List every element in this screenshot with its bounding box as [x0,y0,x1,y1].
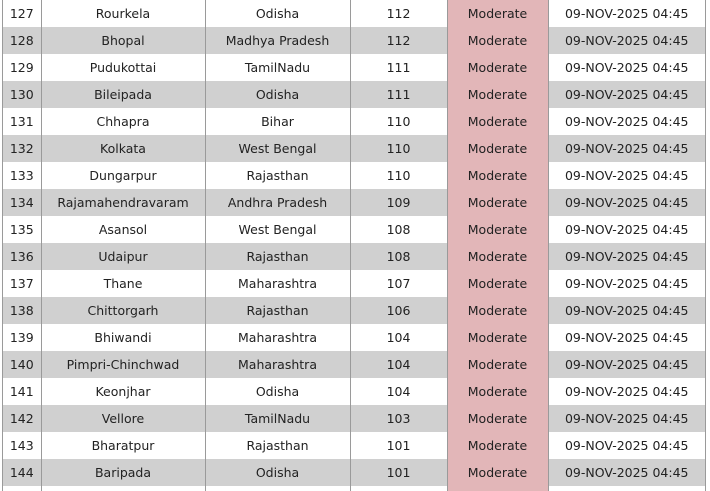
table-row [3,108,705,135]
city-cell [41,486,205,491]
city-cell: Keonjhar [41,378,205,405]
table-row [3,54,705,81]
state-cell: Odisha [205,378,350,405]
aqi-cell: 107 [350,270,447,297]
status-cell: Moderate [447,216,548,243]
serial-cell: 134 [3,189,41,216]
status-cell: Moderate [447,432,548,459]
state-cell: Rajasthan [205,432,350,459]
updated-cell: 09-NOV-2025 04:45 [548,324,705,351]
status-cell: Moderate [447,297,548,324]
updated-cell: 09-NOV-2025 04:45 [548,216,705,243]
serial-cell: 139 [3,324,41,351]
updated-cell: 09-NOV-2025 04:45 [548,81,705,108]
updated-cell: 09-NOV-2025 04:45 [548,0,705,27]
state-cell: Rajasthan [205,297,350,324]
state-cell: Andhra Pradesh [205,189,350,216]
serial-cell: 143 [3,432,41,459]
updated-cell: 09-NOV-2025 04:45 [548,270,705,297]
aqi-cell: 104 [350,324,447,351]
updated-cell: 09-NOV-2025 04:45 [548,108,705,135]
table-row [3,0,705,27]
city-cell: Baripada [41,459,205,486]
city-cell: Udaipur [41,243,205,270]
serial-cell: 129 [3,54,41,81]
status-cell: Moderate [447,243,548,270]
aqi-cell: 110 [350,162,447,189]
city-cell: Thane [41,270,205,297]
city-cell: Chittorgarh [41,297,205,324]
table-row [3,378,705,405]
table-row [3,243,705,270]
state-cell: Odisha [205,459,350,486]
status-cell: Moderate [447,0,548,27]
aqi-cell: 101 [350,432,447,459]
serial-cell: 142 [3,405,41,432]
serial-cell [3,486,41,491]
state-cell: Maharashtra [205,324,350,351]
updated-cell: 09-NOV-2025 04:45 [548,378,705,405]
status-cell: Moderate [447,27,548,54]
updated-cell [548,486,705,491]
serial-cell: 135 [3,216,41,243]
status-cell: Moderate [447,459,548,486]
table-row [3,432,705,459]
status-cell: Moderate [447,405,548,432]
serial-cell: 132 [3,135,41,162]
table-row [3,297,705,324]
serial-cell: 138 [3,297,41,324]
serial-cell: 136 [3,243,41,270]
table-row [3,135,705,162]
table-row [3,324,705,351]
aqi-cell: 112 [350,27,447,54]
state-cell: Rajasthan [205,243,350,270]
aqi-cell: 109 [350,189,447,216]
table-row-partial [3,486,705,491]
serial-cell: 137 [3,270,41,297]
serial-cell: 130 [3,81,41,108]
updated-cell: 09-NOV-2025 04:45 [548,54,705,81]
city-cell: Bhopal [41,27,205,54]
serial-cell: 133 [3,162,41,189]
aqi-cell: 111 [350,81,447,108]
status-cell: Moderate [447,54,548,81]
table-row [3,81,705,108]
state-cell: Rajasthan [205,162,350,189]
city-cell: Rourkela [41,0,205,27]
status-cell: Moderate [447,270,548,297]
updated-cell: 09-NOV-2025 04:45 [548,432,705,459]
aqi-cell: 108 [350,243,447,270]
city-cell: Vellore [41,405,205,432]
aqi-cell: 104 [350,378,447,405]
aqi-table-container [2,0,706,491]
serial-cell: 128 [3,27,41,54]
status-cell: Moderate [447,81,548,108]
state-cell: Bihar [205,108,350,135]
state-cell: Odisha [205,0,350,27]
state-cell: Maharashtra [205,270,350,297]
city-cell: Dungarpur [41,162,205,189]
state-cell [205,486,350,491]
city-cell: Bileipada [41,81,205,108]
city-cell: Kolkata [41,135,205,162]
state-cell: West Bengal [205,135,350,162]
table-row [3,189,705,216]
updated-cell: 09-NOV-2025 04:45 [548,189,705,216]
updated-cell: 09-NOV-2025 04:45 [548,405,705,432]
table-row [3,162,705,189]
table-row [3,459,705,486]
aqi-table-body [3,0,705,491]
updated-cell: 09-NOV-2025 04:45 [548,135,705,162]
city-cell: Pudukottai [41,54,205,81]
state-cell: West Bengal [205,216,350,243]
state-cell: Maharashtra [205,351,350,378]
updated-cell: 09-NOV-2025 04:45 [548,459,705,486]
status-cell: Moderate [447,378,548,405]
state-cell: Odisha [205,81,350,108]
city-cell: Bharatpur [41,432,205,459]
city-cell: Rajamahendravaram [41,189,205,216]
table-row [3,270,705,297]
serial-cell: 131 [3,108,41,135]
status-cell: Moderate [447,162,548,189]
aqi-cell: 110 [350,108,447,135]
aqi-cell: 101 [350,459,447,486]
updated-cell: 09-NOV-2025 04:45 [548,297,705,324]
serial-cell: 141 [3,378,41,405]
aqi-cell: 112 [350,0,447,27]
aqi-cell: 103 [350,405,447,432]
table-row [3,351,705,378]
serial-cell: 144 [3,459,41,486]
aqi-cell: 108 [350,216,447,243]
updated-cell: 09-NOV-2025 04:45 [548,243,705,270]
updated-cell: 09-NOV-2025 04:45 [548,27,705,54]
aqi-cell: 106 [350,297,447,324]
status-cell: Moderate [447,108,548,135]
updated-cell: 09-NOV-2025 04:45 [548,351,705,378]
state-cell: Madhya Pradesh [205,27,350,54]
status-cell: Moderate [447,189,548,216]
status-cell: Moderate [447,324,548,351]
aqi-cell: 110 [350,135,447,162]
status-cell: Moderate [447,351,548,378]
aqi-cell: 111 [350,54,447,81]
city-cell: Pimpri-Chinchwad [41,351,205,378]
city-cell: Chhapra [41,108,205,135]
serial-cell: 140 [3,351,41,378]
aqi-cell: 104 [350,351,447,378]
status-cell: Moderate [447,135,548,162]
updated-cell: 09-NOV-2025 04:45 [548,162,705,189]
state-cell: TamilNadu [205,405,350,432]
city-cell: Bhiwandi [41,324,205,351]
table-row [3,216,705,243]
state-cell: TamilNadu [205,54,350,81]
table-row [3,405,705,432]
table-row [3,27,705,54]
aqi-table [3,0,705,491]
status-cell [447,486,548,491]
aqi-cell [350,486,447,491]
city-cell: Asansol [41,216,205,243]
serial-cell: 127 [3,0,41,27]
